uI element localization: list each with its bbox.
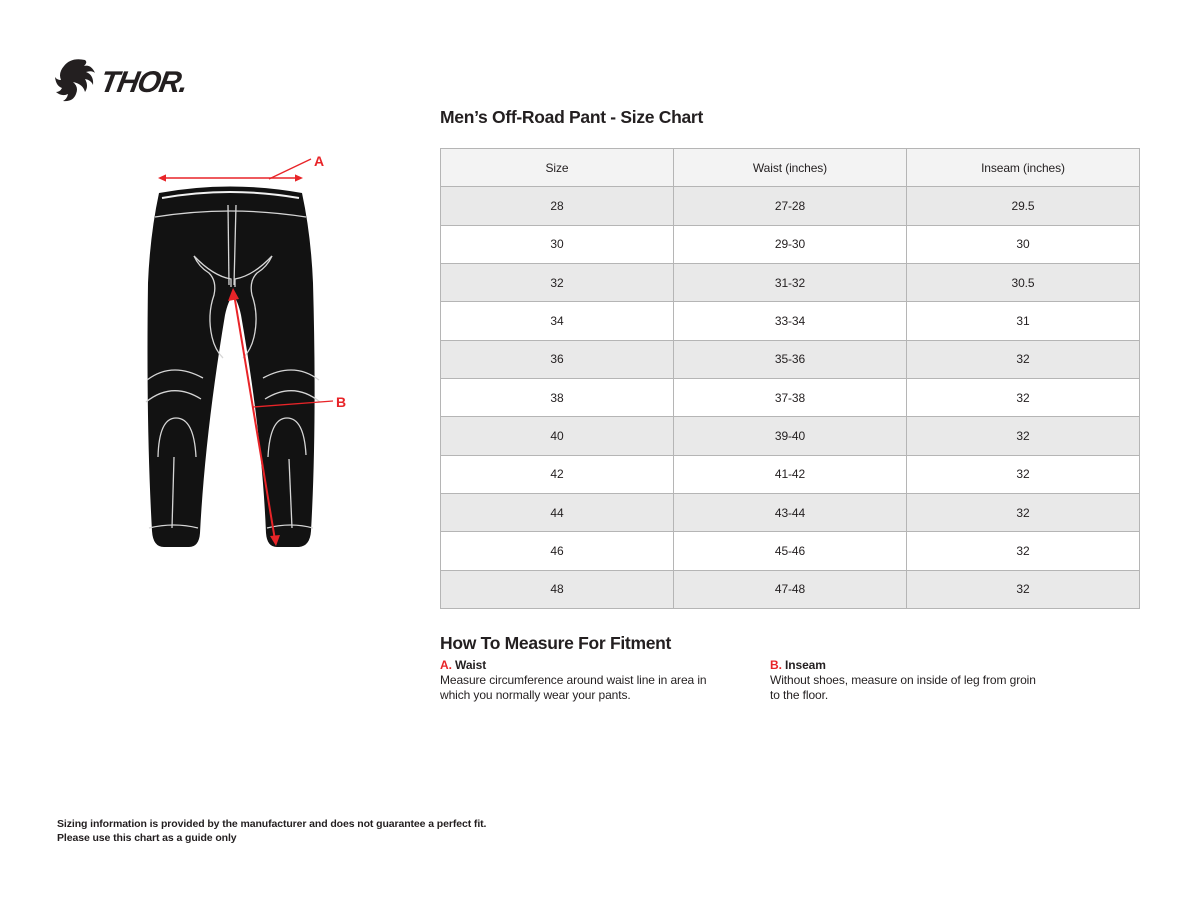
table-row [441,187,1140,225]
label-a-leader-line [269,159,311,179]
size-chart-table [440,148,1140,609]
table-row [441,302,1140,340]
table-row [441,532,1140,570]
table-column-header: Size [441,149,674,187]
thor-logo [55,58,205,104]
size-table-header-row [441,149,1140,187]
table-row [441,570,1140,608]
size-chart-table-container [440,148,1140,609]
disclaimer-line-1: Sizing information is provided by the manufacturer and does not guarantee a perfect fit. [57,818,487,830]
diagram-label-a: A [314,153,325,169]
logo-wordmark: THOR. [97,66,190,99]
table-cell: 48 [441,570,674,608]
table-row [441,493,1140,531]
table-cell: 40 [441,417,674,455]
measure-name-waist: Waist [455,658,487,672]
measure-item-inseam [770,658,1048,702]
table-cell: 43-44 [674,493,907,531]
measure-name-inseam: Inseam [785,658,826,672]
table-cell: 32 [441,263,674,301]
table-row [441,378,1140,416]
table-cell: 32 [907,455,1140,493]
table-row [441,263,1140,301]
table-cell: 42 [441,455,674,493]
measure-item-waist [440,658,732,702]
table-cell: 38 [441,378,674,416]
table-cell: 28 [441,187,674,225]
arrowhead-left-icon [158,174,166,181]
arrowhead-right-icon [295,174,303,181]
table-row [441,455,1140,493]
table-cell: 30.5 [907,263,1140,301]
table-cell: 36 [441,340,674,378]
measure-letter-b: B. [770,658,782,672]
measure-label-inseam [770,658,1048,672]
disclaimer-line-2: Please use this chart as a guide only [57,831,237,844]
table-column-header: Waist (inches) [674,149,907,187]
table-cell: 45-46 [674,532,907,570]
table-cell: 29.5 [907,187,1140,225]
table-cell: 46 [441,532,674,570]
table-cell: 39-40 [674,417,907,455]
table-cell: 32 [907,493,1140,531]
sizing-disclaimer [57,818,486,845]
table-cell: 32 [907,340,1140,378]
table-row [441,417,1140,455]
table-row [441,225,1140,263]
table-cell: 33-34 [674,302,907,340]
table-cell: 31-32 [674,263,907,301]
table-cell: 47-48 [674,570,907,608]
table-column-header: Inseam (inches) [907,149,1140,187]
size-table-body [441,187,1140,609]
pants-measurement-diagram [110,135,360,565]
table-cell: 34 [441,302,674,340]
measure-letter-a: A. [440,658,452,672]
table-cell: 27-28 [674,187,907,225]
size-chart-title: Men’s Off-Road Pant - Size Chart [440,107,703,127]
table-cell: 31 [907,302,1140,340]
table-cell: 32 [907,570,1140,608]
measure-description-inseam: Without shoes, measure on inside of leg from groin to the floor. [770,673,1036,702]
table-cell: 32 [907,417,1140,455]
table-cell: 29-30 [674,225,907,263]
table-row [441,340,1140,378]
measure-description-waist: Measure circumference around waist line in area in which you normally wear your pants. [440,673,707,702]
diagram-label-b: B [336,394,347,410]
table-cell: 35-36 [674,340,907,378]
table-cell: 30 [907,225,1140,263]
table-cell: 44 [441,493,674,531]
how-to-measure-heading: How To Measure For Fitment [440,633,672,653]
table-cell: 41-42 [674,455,907,493]
measure-label-waist [440,658,732,672]
table-cell: 32 [907,532,1140,570]
ram-head-icon [55,59,95,101]
table-cell: 32 [907,378,1140,416]
table-cell: 30 [441,225,674,263]
table-cell: 37-38 [674,378,907,416]
